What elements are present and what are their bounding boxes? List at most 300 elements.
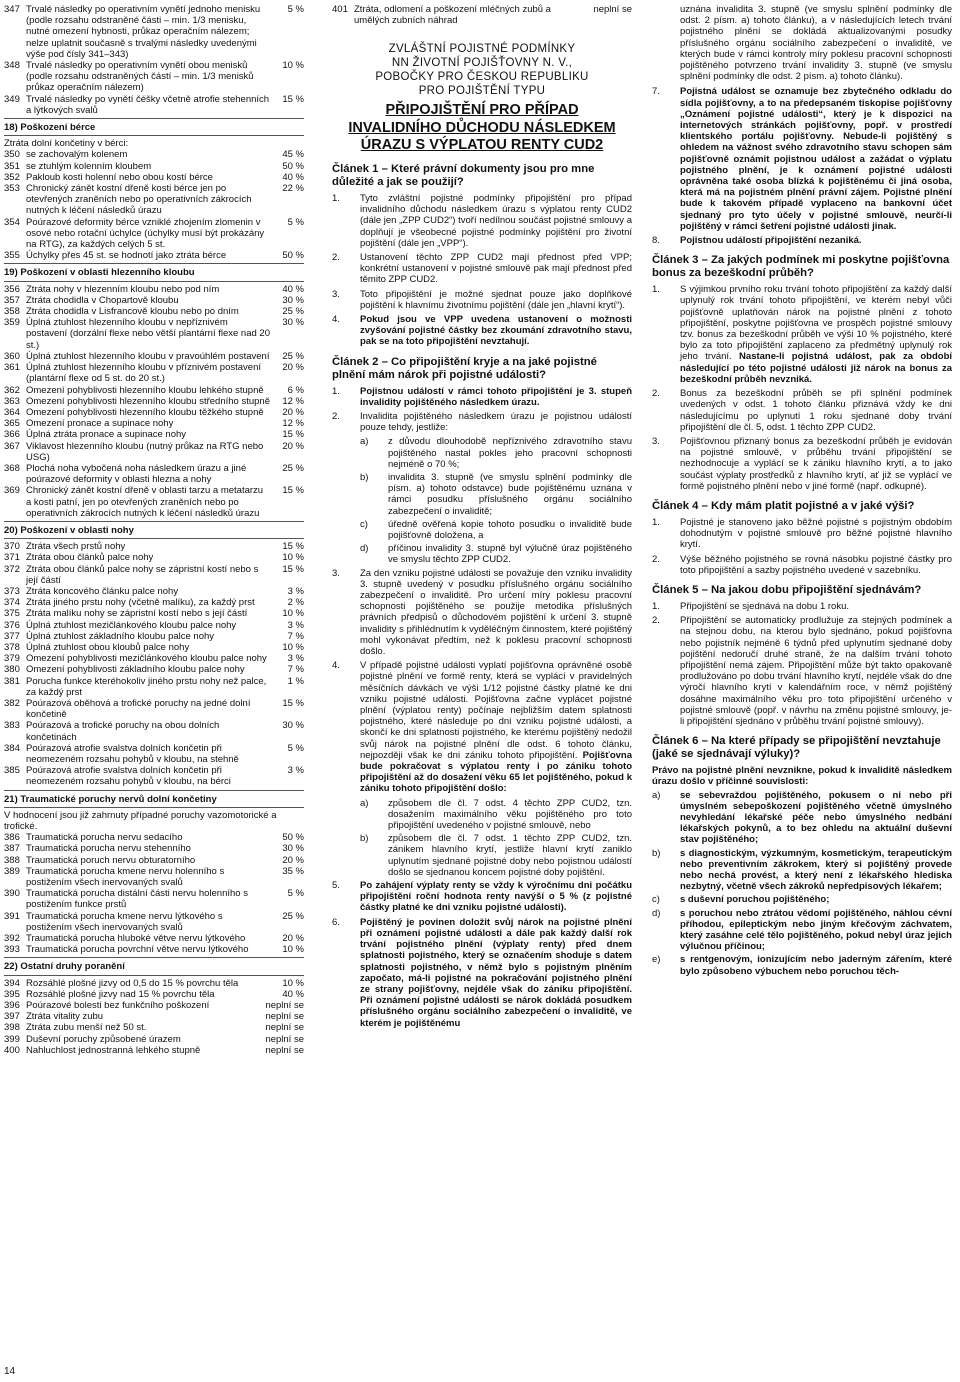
row-text: Traumatická porucha distální části nervu holenního s postižením funkce prstů xyxy=(26,888,248,911)
row-text: Trvalé následky po operativním vynětí jednoho menisku (podle rozsahu odstraněné části – min. 1/3 menisku, nutné omezení hybnosti, průkaz operačním nálezem; nelze uplatnit současně s trvalými následky uvedenými výše pod čísly 341–343) xyxy=(26,4,261,60)
row-text: Úplná ztuhlost základního kloubu palce nohy xyxy=(26,630,215,642)
item-marker: d) xyxy=(652,907,661,919)
list-item: 3. Pojišťovnou přiznaný bonus za bezeškodní průběh je evidován na pojistné smlouvě, v průběhu trvání připojištění se nezhodnocuje a vyplácí se k zániku hlavního krytí, a to jako součást výplaty prostředků z hlavního krytí, ať již se vyplácí ve formě pojistného plnění nebo v jiné formě (např. odkupné). xyxy=(652,435,952,492)
list-item xyxy=(332,193,632,249)
list-item xyxy=(332,314,632,348)
sub-item xyxy=(652,954,952,976)
table-row xyxy=(4,698,304,720)
title-line: PŘIPOJIŠTĚNÍ PRO PŘÍPAD xyxy=(385,102,579,119)
row-percent: 10 % xyxy=(282,552,304,564)
item-marker: c) xyxy=(360,518,368,530)
table-row xyxy=(4,855,304,866)
table-row xyxy=(4,888,304,910)
row-text: Ztráta chodidla v Chopartově kloubu xyxy=(26,294,179,306)
item-marker: 4. xyxy=(332,313,340,325)
table-row xyxy=(4,664,304,675)
item-text: způsobem dle čl. 7 odst. 1 těchto ZPP CUD2, tzn. zánikem hlavního krytí, jestliže hlavní krytí zaniklo uplynutím sjednané pojistné doby nebo pojistnou událostí došlo se sjednanou koncem pojistné doby pojištění. xyxy=(388,833,632,878)
row-number: 369 xyxy=(4,485,20,497)
sub-item xyxy=(360,436,632,470)
table-row xyxy=(4,743,304,765)
article-4-item-2: Výše běžného pojistného se rovná násobku pojistné částky pro toto připojištění a sazby pojistného uvedené v sazebníku. xyxy=(680,553,952,576)
row-number: 362 xyxy=(4,384,20,396)
row-percent: 20 % xyxy=(282,854,304,866)
table-row xyxy=(4,608,304,619)
row-text: Ztráta chodidla v Lisfrancově kloubu nebo po dním xyxy=(26,306,239,318)
row-number: 349 xyxy=(4,93,20,105)
heading-line: ZVLÁŠTNÍ POJISTNÉ PODMÍNKY xyxy=(388,43,576,56)
row-number: 390 xyxy=(4,888,20,900)
row-percent: 50 % xyxy=(282,832,304,844)
row-text: Traumatická porucha povrchní větve nervu lýtkového xyxy=(26,944,249,956)
row-percent: 1 % xyxy=(287,675,304,687)
item-marker: 3. xyxy=(332,288,340,300)
row-number: 385 xyxy=(4,765,20,777)
table-row xyxy=(4,306,304,317)
article-3-item-3: Pojišťovnou přiznaný bonus za bezeškodní průběh je evidován na pojistné smlouvě, v průběhu trvání připojištění se nezhodnocuje a vyplácí se k zániku hlavního krytí, a to jako součást výplaty prostředků z hlavního krytí, ať již se vyplácí ve formě pojistného plnění nebo v jiné formě (např. odkupné). xyxy=(680,435,952,492)
table-row xyxy=(4,1022,304,1033)
row-text: Poúrazové bolesti bez funkčního poškození xyxy=(26,1000,210,1012)
row-text: Ztráta koncového článku palce nohy xyxy=(26,585,179,597)
row-percent: 10 % xyxy=(282,944,304,956)
sub-item xyxy=(652,908,952,953)
row-text: Poúrazové deformity bérce vzniklé zhojením zlomenin v osové nebo rotační úchylce (úchylky musí být prokázány na RTG), za každých celých 5 st. xyxy=(26,216,265,251)
table-row xyxy=(4,385,304,396)
row-percent: 45 % xyxy=(282,149,304,161)
row-text: Chronický zánět kostní dřeně v oblasti tarzu a metatarzu a kosti patní, jen po otevřených zraněních nebo po operativních zákrocích nutných k léčení následků úrazu xyxy=(26,485,264,519)
sub-item xyxy=(652,894,952,905)
column-left xyxy=(4,4,304,1056)
article-2-item-1: Pojistnou událostí v rámci tohoto připojištění je 3. stupeň invalidity pojištěného následkem úrazu. xyxy=(360,385,632,408)
heading-line: POBOČKY PRO ČESKOU REPUBLIKU xyxy=(375,71,589,84)
sub-item xyxy=(652,848,952,893)
row-text: Traumatická porucha kmene nervu lýtkového s postižením všech inervovaných svalů xyxy=(26,910,223,933)
row-number: 363 xyxy=(4,395,20,407)
row-number: 360 xyxy=(4,350,20,362)
table-row xyxy=(4,295,304,306)
list-item: 1. S výjimkou prvního roku trvání tohoto připojištění za každý další uplynulý rok trvání tohoto připojištění, ve kterém nebyl vůči pojišťovně uplatňován nárok na pojistné plnění z tohoto připojištění, poskytne pojišťovna ve prospěch pojistné smlouvy tzv. bonus za bezeškodní průběh ve výši 10 % pojistného, které bylo za toto připojištění zaplaceno za předmětný uplynulý rok jeho trvání. Nastane-li pojistná událost, pak za období následující po této pojistné události již nárok na bonus za bezeškodní průběh nevzniká. xyxy=(652,284,953,385)
table-row xyxy=(4,541,304,552)
row-number: 392 xyxy=(4,933,20,945)
row-percent: 10 % xyxy=(282,977,304,989)
row-number: 380 xyxy=(4,664,20,676)
row-percent: 10 % xyxy=(282,60,304,72)
list-item: 4. V případě pojistné události vyplatí pojišťovna oprávněné osobě pojistné plnění ve formě renty, která se vyplácí v pravidelných měsíčních dávkách ve výši 1/12 pojistné částky platné ke dni vzniku pojistné události. Pojišťovna začne vyplácet pojistné plnění (výplatou renty) počínaje nejbližším datem splatnosti pojistného, které následuje po dni vzniku pojistné události, a skončí ke dni splatnosti pojistného, ke kterému pojištěný nedožil svůj nárok na pojistné plnění dle odst. 6 tohoto článku, nejpozději však ke dni zániku tohoto připojištění. Pojišťovna bude pokračovat s výplatou renty i po zániku tohoto připojištění až do dosažení věku 65 let pojištěného, pokud k zániku tohoto připojištění došlo: xyxy=(332,660,632,795)
row-percent: 30 % xyxy=(282,720,304,732)
table-rows-foot xyxy=(4,541,304,787)
row-number: 370 xyxy=(4,541,20,553)
row-number: 387 xyxy=(4,843,20,855)
article-2-item-7: Pojistná událost se oznamuje bez zbytečného odkladu do sídla pojišťovny, a to na předepsaném tiskopise pojišťovny „Oznámení pojistné události“, který je k dispozici na internetových stránkách pojišťovny, popř. v prostředí klientského portálu pojišťovny. Nebude-li pojištěný s ohledem na vážnost svého zdravotního stavu schopen sám pojišťovně oznámit pojistnou událost a zažádat o výplatu pojistného plnění, je k oznámení pojistné události oprávněna také osoba blízká k pojištěnému či jiná osoba, která má na pojistném plnění právní zájem. Pojistné plnění bude k takovém případě vyplaceno na bankovní účet sjednaný pro tyto účely v pojistné smlouvě, neurčí-li pojištěný v rámci šetření pojistné události jinak. xyxy=(680,86,952,232)
row-percent: 20 % xyxy=(282,406,304,418)
row-number: 367 xyxy=(4,440,20,452)
item-marker: e) xyxy=(652,954,661,966)
item-marker: 2. xyxy=(332,251,340,263)
row-text: Ztráta všech prstů nohy xyxy=(26,541,126,553)
table-row xyxy=(4,172,304,183)
row-number: 368 xyxy=(4,462,20,474)
row-text: Ztráta zubu menší než 50 st. xyxy=(26,1022,147,1034)
article-3-heading: Článek 3 – Za jakých podmínek mi poskytne pojišťovna bonus za bezeškodní průběh? xyxy=(652,254,950,280)
row-percent: 15 % xyxy=(282,541,304,553)
divider xyxy=(4,957,304,958)
article-3-item-1 xyxy=(680,284,952,385)
article-3-item-1-text: S výjimkou prvního roku trvání tohoto připojištění za každý další uplynulý rok trvání tohoto připojištění, ve kterém nebyl vůči pojišťovně uplatňován nárok na pojistné plnění z tohoto připojištění, poskytne pojišťovna ve prospěch pojistné smlouvy tzv. bonus za bezeškodní průběh ve výši 10 % pojistného, které bylo za toto připojištění zaplaceno za předmětný uplynulý rok jeho trvání. xyxy=(680,284,952,363)
item-text: Toto připojištění je možné sjednat pouze jako doplňkové pojištění k hlavnímu životnímu pojištění (dále jen „hlavní krytí“). xyxy=(360,288,632,311)
row-percent: 5 % xyxy=(287,742,304,754)
table-row xyxy=(4,1034,304,1045)
table-row xyxy=(4,485,304,519)
row-text: Ztráta vitality zubu xyxy=(26,1011,104,1023)
row-text: Úchylky přes 45 st. se hodnotí jako ztráta bérce xyxy=(26,250,227,262)
row-number: 354 xyxy=(4,216,20,228)
row-number: 386 xyxy=(4,832,20,844)
row-percent: 5 % xyxy=(287,888,304,900)
table-row xyxy=(4,429,304,440)
table-row xyxy=(4,597,304,608)
row-number: 378 xyxy=(4,641,20,653)
row-number: 377 xyxy=(4,630,20,642)
article-2-item-2: Invalidita pojištěného následkem úrazu je pojistnou událostí pouze tehdy, jestliže: xyxy=(360,410,632,434)
row-number: 383 xyxy=(4,720,20,732)
row-percent: 3 % xyxy=(287,765,304,777)
table-row xyxy=(4,407,304,418)
row-text: Rozsáhlé plošné jizvy od 0,5 do 15 % povrchu těla xyxy=(26,977,239,989)
list-item: 1. Připojištění se sjednává na dobu 1 roku. xyxy=(652,601,952,612)
row-percent: 2 % xyxy=(287,597,304,609)
table-row xyxy=(4,720,304,742)
table-row xyxy=(4,676,304,698)
list-item: 8. Pojistnou událostí připojištění nezaniká. xyxy=(652,235,952,246)
divider xyxy=(4,790,304,791)
table-row xyxy=(4,843,304,854)
table-row xyxy=(4,284,304,295)
article-4-item-1: Pojistné je stanoveno jako běžné pojistné s pojistným obdobím dohodnutým v pojistné smlouvě pro běžné pojistné hlavního krytí. xyxy=(680,516,952,551)
table-rows-shin xyxy=(4,149,304,261)
list-item: 3. Za den vzniku pojistné události se považuje den vzniku invalidity 3. stupně uvedený v posudku příslušného orgánu sociálního zabezpečení o invaliditě. Pro určení míry poklesu pracovní schopnosti pojištěného se použije metodika příslušných právních předpisů o důchodovém pojištění k určení 3. stupně invalidity s přihlédnutím k vyděléčným činnostem, které pojištěný mohl vykonávat předtím, než k poklesu pracovní schopnosti došlo. xyxy=(332,567,632,658)
heading-line: PRO POJIŠTĚNÍ TYPU xyxy=(418,85,546,98)
row-percent: 30 % xyxy=(282,294,304,306)
row-text: Poúrazová atrofie svalstva dolních končetin při neomezeném rozsahu pohybů v kloubu, na stehně xyxy=(26,742,239,765)
row-percent: neplní se xyxy=(265,1033,304,1045)
title-line: INVALIDNÍHO DŮCHODU NÁSLEDKEM xyxy=(348,119,616,136)
row-text: se zachovalým kolenem xyxy=(26,149,128,161)
row-number: 357 xyxy=(4,294,20,306)
table-row xyxy=(4,94,304,116)
divider xyxy=(4,135,304,136)
row-text: Omezení pronace a supinace nohy xyxy=(26,418,174,430)
item-text: z důvodu dlouhodobě nepříznivého zdravotního stavu pojištěného nastal pokles jeho pracovní schopnosti nejméně o 70 %; xyxy=(388,436,632,470)
list-item: 6. Pojištěný je povinen doložit svůj nárok na pojistné plnění při oznámení pojistné události a dále pak každý další rok trvání pojistného plnění (výplaty renty) před dnem splatnosti pojistného, který se označením shoduje s datem splatnosti pojistného, v němž bylo s pojistným plněním započato, má-li pojistné na pokračování pojistného plnění ze strany pojišťovny, nejdéle však do zániku připojištění. Při oznámení pojistné události se nárok dokládá posudkem příslušného orgánu sociálního zabezpečení o invaliditě, ve kterém je pojištěnému xyxy=(332,916,632,1029)
article-2-item-4-bold: Pojišťovna bude pokračovat s výplatou renty i po zániku tohoto připojištění až do dosažení věku 65 let pojištěného, pokud k zániku tohoto připojištění došlo: xyxy=(360,749,632,795)
row-percent: 30 % xyxy=(282,317,304,329)
row-percent: 25 % xyxy=(282,462,304,474)
article-1-heading: Článek 1 – Které právní dokumenty jsou pro mne důležité a jak se použijí? xyxy=(332,162,595,188)
article-3-item-2: Bonus za bezeškodní průběh se při splnění podmínek uvedených v odst. 1 tohoto článku přiznává vždy ke dni následujícímu po uplynutí 1 roku sjednané doby trvání připojištění dle čl. 5, odst. 1 těchto ZPP CUD2. xyxy=(680,388,952,433)
table-rows-ankle xyxy=(4,284,304,519)
article-2-item-3: Za den vzniku pojistné události se považuje den vzniku invalidity 3. stupně uvedený v posudku příslušného orgánu sociálního zabezpečení o invaliditě. Pro určení míry poklesu pracovní schopnosti pojištěného se použije metodika příslušných právních předpisů o důchodovém pojištění k určení 3. stupně invalidity s přihlédnutím k vyděléčným činnostem, které pojištěný mohl vykonávat předtím, než k poklesu pracovní schopnosti došlo. xyxy=(360,567,632,658)
list-item xyxy=(332,289,632,311)
article-4-heading: Článek 4 – Kdy mám platit pojistné a v jaké výši? xyxy=(652,499,915,512)
row-percent: 40 % xyxy=(282,171,304,183)
item-text: se sebevraždou pojištěného, pokusem o ni nebo při úmyslném sebepoškození pojištěného včetně úmyslného nevyhledání lékařské péče nebo úmyslného nedbání lékařských pokynů, a to bez ohledu na aktuální duševní stav pojištěného; xyxy=(680,789,952,846)
row-text: Poúrazová oběhová a trofické poruchy na jedné dolní končetině xyxy=(26,697,251,721)
row-text: Ztráta nohy v hlezenním kloubu nebo pod ním xyxy=(26,283,220,295)
row-text: Omezení pohyblivosti hlezenního kloubu lehkého stupně xyxy=(26,384,264,396)
row-number: 394 xyxy=(4,977,20,989)
row-number: 372 xyxy=(4,563,20,575)
row-percent: 12 % xyxy=(282,418,304,430)
row-number: 352 xyxy=(4,171,20,183)
row-percent: 20 % xyxy=(282,440,304,452)
item-text: s diagnostickým, výzkumným, kosmetickým, terapeutickým nebo preventivním zákrokem, který si pojištěný provede nebo nechá provést, a který není z lékařského hlediska nezbytný, včetně všech zákroků nepředpisových lékařem; xyxy=(680,847,952,893)
row-percent: 25 % xyxy=(282,306,304,318)
row-percent: 10 % xyxy=(282,608,304,620)
row-number: 398 xyxy=(4,1022,20,1034)
sub-item xyxy=(360,519,632,541)
item-text: Tyto zvláštní pojistné podmínky připojištění pro případ invalidního důchodu následkem úrazu s výplatou renty CUD2 (dále jen „ZPP CUD2“) tvoří nedílnou součást pojistné smlouvy a doplňují je všeobecné pojistné podmínky pojištění pro životní pojištění (dále jen „VPP“). xyxy=(360,192,632,249)
divider xyxy=(4,281,304,282)
column-right xyxy=(652,4,952,979)
row-number: 388 xyxy=(4,854,20,866)
row-number: 375 xyxy=(4,608,20,620)
document-title xyxy=(332,102,632,155)
row-percent: 3 % xyxy=(287,619,304,631)
row-percent: 40 % xyxy=(282,988,304,1000)
row-number: 399 xyxy=(4,1033,20,1045)
table-row xyxy=(4,1000,304,1011)
row-text: Nahluchlost jednostranná lehkého stupně xyxy=(26,1044,201,1056)
item-text: s poruchou nebo ztrátou vědomí pojištěného, náhlou cévní příhodou, epileptickým nebo jiným křečovým záchvatem, který zasáhne celé tělo pojištěného, pokud nebyl úraz jejich výlučnou příčinou; xyxy=(680,907,952,953)
row-percent: neplní se xyxy=(265,1044,304,1056)
row-text: Úplná ztuhlost hlezenního kloubu v pravoúhlém postavení xyxy=(26,350,270,362)
row-number: 384 xyxy=(4,742,20,754)
list-item: 2. Invalidita pojištěného následkem úrazu je pojistnou událostí pouze tehdy, jestliže: xyxy=(332,410,632,434)
article-2-item-4-text: V případě pojistné události vyplatí pojišťovna oprávněné osobě pojistné plnění ve formě renty, která se vyplácí v pravidelných měsíčních dávkách ve výši 1/12 pojistné částky platné ke dni vzniku pojistné události. Pojišťovna začne vyplácet pojistné plnění (výplatou renty) počínaje nejbližším datem splatnosti pojistného, které následuje po dni vzniku pojistné události, a skončí ke dni splatnosti pojistného, ke kterému pojištěný nedožil svůj nárok na pojistné plnění dle odst. 6 tohoto článku, nejpozději však ke dni zániku tohoto připojištění. xyxy=(360,660,632,761)
table-row xyxy=(4,149,304,160)
row-percent: 20 % xyxy=(282,933,304,945)
row-text: Ztráta jiného prstu nohy (včetně malíku), za každý prst xyxy=(26,597,255,609)
list-item: 2. Výše běžného pojistného se rovná násobku pojistné částky pro toto připojištění a sazby pojistného uvedené v sazebníku. xyxy=(652,553,952,576)
item-marker: a) xyxy=(360,797,369,809)
article-5-item-1: Připojištění se sjednává na dobu 1 roku. xyxy=(680,600,849,612)
page-number: 14 xyxy=(4,1366,16,1377)
row-text: Omezení pohyblivosti hlezenního kloubu těžkého stupně xyxy=(26,406,264,418)
row-text: Traumatická porucha hluboké větve nervu lýtkového xyxy=(26,933,246,945)
row-text: Úplná ztuhlost hlezenního kloubu v nepříznivém postavení (dorzální flexe nebo větší plantární flexe nad 20 st.) xyxy=(26,317,270,351)
row-number: 358 xyxy=(4,306,20,318)
row-number: 389 xyxy=(4,865,20,877)
section-heading-19: 19) Poškození v oblasti hlezenního kloubu xyxy=(4,267,195,279)
table-row xyxy=(4,250,304,261)
column-middle xyxy=(332,4,632,1032)
row-number: 393 xyxy=(4,944,20,956)
sub-item xyxy=(360,543,632,565)
row-percent: 25 % xyxy=(282,910,304,922)
article-2-heading: Článek 2 – Co připojištění kryje a na jaké pojistné plnění mám nárok při pojistné události? xyxy=(332,355,597,381)
row-percent: 25 % xyxy=(282,350,304,362)
row-number: 395 xyxy=(4,988,20,1000)
table-rows-nerves xyxy=(4,832,304,955)
item-text: Ustanovení těchto ZPP CUD2 mají přednost před VPP; konkrétní ustanovení v pojistné smlouvě pak mají přednost před těmito ZPP CUD2. xyxy=(360,251,632,286)
table-row xyxy=(4,418,304,429)
row-percent: 20 % xyxy=(282,362,304,374)
article-1-items xyxy=(332,193,632,348)
divider xyxy=(4,521,304,522)
row-percent: 10 % xyxy=(282,641,304,653)
row-percent: 15 % xyxy=(282,485,304,497)
item-marker: d) xyxy=(360,543,369,555)
item-text: Pokud jsou ve VPP uvedena ustanovení o možnosti zvyšování pojistné částky bez zkoumání zdravotního stavu, pak se na toto připojištění nevztahují. xyxy=(360,313,632,348)
article-6-exclusions xyxy=(652,790,952,977)
table-row xyxy=(4,4,304,60)
table-row xyxy=(4,1011,304,1022)
row-percent: 15 % xyxy=(282,563,304,575)
table-row-401 xyxy=(332,4,632,26)
row-percent: 3 % xyxy=(287,585,304,597)
row-number: 376 xyxy=(4,619,20,631)
row-number: 348 xyxy=(4,60,20,72)
table-row xyxy=(4,441,304,463)
row-text: Plochá noha vybočená noha následkem úrazu a jiné poúrazové deformity v oblasti hlezna a nohy xyxy=(26,462,247,486)
row-percent: neplní se xyxy=(593,4,632,15)
heading-line: NN ŽIVOTNÍ POJIŠŤOVNY N. V., xyxy=(391,57,573,70)
table-row xyxy=(4,396,304,407)
row-text: Viklavost hlezenního kloubu (nutný průkaz na RTG nebo USG) xyxy=(26,440,264,463)
article-2-item-2-subs xyxy=(332,436,632,565)
table-row xyxy=(4,351,304,362)
row-percent: 3 % xyxy=(287,653,304,665)
row-text: Trvalé následky po operativním vynětí obou menisků (podle rozsahu odstraněných částí – min. 1/3 menisků průkaz operačním nálezem) xyxy=(26,60,254,94)
table-row xyxy=(4,653,304,664)
row-number: 397 xyxy=(4,1011,20,1023)
row-percent: 5 % xyxy=(287,216,304,228)
list-item: 1. Pojistnou událostí v rámci tohoto připojištění je 3. stupeň invalidity pojištěného následkem úrazu. xyxy=(332,385,632,408)
row-number: 353 xyxy=(4,183,20,195)
item-marker: b) xyxy=(360,833,369,845)
item-text: s rentgenovým, ionizujícím nebo jaderným zářením, které bylo způsobeno výbuchem nebo poruchou těch- xyxy=(680,954,952,977)
row-text: Ztráta obou článků palce nohy xyxy=(26,552,154,564)
divider xyxy=(4,807,304,808)
row-number: 391 xyxy=(4,910,20,922)
item-text: způsobem dle čl. 7 odst. 4 těchto ZPP CUD2, tzn. dosažením maximálního věku pojištěného pro toto připojištění uvedeného v pojistné smlouvě, nebo xyxy=(388,797,632,832)
divider xyxy=(4,263,304,264)
section-subheading-21: V hodnocení jsou již zahrnuty případné poruchy vazomotorické a trofické. xyxy=(4,809,277,833)
item-text: invalidita 3. stupně (ve smyslu splnění podmínky dle písm. a) tohoto odstavce) bude pojištěnému uznána v rámci posudku příslušného orgánu sociálního zabezpečení o invaliditě; xyxy=(388,471,632,517)
article-5-heading: Článek 5 – Na jakou dobu připojištění sjednávám? xyxy=(652,583,922,596)
table-row xyxy=(4,642,304,653)
item-marker: 1. xyxy=(332,192,340,204)
row-percent: 15 % xyxy=(282,93,304,105)
row-number: 382 xyxy=(4,697,20,709)
row-text: Omezení pohyblivosti hlezenního kloubu středního stupně xyxy=(26,395,270,407)
table-row xyxy=(4,564,304,586)
row-number: 351 xyxy=(4,160,20,172)
row-number: 379 xyxy=(4,653,20,665)
row-text: Poúrazová atrofie svalstva dolních končetin při neomezeném rozsahu pohybů v kloubu, na bérci xyxy=(26,765,231,788)
list-item: 2. Bonus za bezeškodní průběh se při splnění podmínek uvedených v odst. 1 tohoto článku přiznává vždy ke dni následujícímu po uplynutí 1 roku sjednané doby trvání připojištění dle čl. 5, odst. 1 těchto ZPP CUD2. xyxy=(652,388,952,433)
row-text: Úplná ztuhlost mezičlánkového kloubu palce nohy xyxy=(26,619,237,631)
title-line: ÚRAZU S VÝPLATOU RENTY CUD2 xyxy=(360,137,604,154)
row-number: 361 xyxy=(4,362,20,374)
row-percent: neplní se xyxy=(265,1000,304,1012)
row-number: 366 xyxy=(4,429,20,441)
table-row xyxy=(4,832,304,843)
row-number: 373 xyxy=(4,585,20,597)
row-text: se ztuhlým kolenním kloubem xyxy=(26,160,152,172)
table-row xyxy=(4,620,304,631)
table-row xyxy=(4,631,304,642)
sub-item xyxy=(652,790,952,846)
item-marker: a) xyxy=(360,436,369,448)
row-text: Poúrazová a trofické poruchy na obou dolních končetinách xyxy=(26,720,220,743)
section-heading-18: 18) Poškození bérce xyxy=(4,122,96,134)
row-number: 350 xyxy=(4,149,20,161)
list-item: 5. Po zahájení výplaty renty se vždy k výročnímu dni počátku připojištění roční hodnota renty navýší o 5 % (z pojistné částky platné ke dni vzniku pojistné události). xyxy=(332,880,632,914)
row-text: Ztráta obou článků palce nohy se zápristní kostí nebo s její částí xyxy=(26,563,259,586)
row-number: 347 xyxy=(4,4,20,15)
row-percent: 6 % xyxy=(287,384,304,396)
list-item xyxy=(332,252,632,286)
row-percent: 12 % xyxy=(282,395,304,407)
row-text: Omezení pohyblivosti mezičlánkového kloubu palce nohy xyxy=(26,653,267,665)
row-number: 396 xyxy=(4,1000,20,1012)
article-2-item-5: Po zahájení výplaty renty se vždy k výročnímu dni počátku připojištění roční hodnota renty navýší o 5 % (z pojistné částky platné ke dni vzniku pojistné události). xyxy=(360,880,632,914)
article-2-item-4 xyxy=(360,660,632,794)
row-text: Úplná ztuhlost obou kloubů palce nohy xyxy=(26,641,190,653)
row-text: Trvalé následky po vynětí čéšky včetně atrofie stehenních a lýtkových svalů xyxy=(26,93,270,116)
table-row xyxy=(4,978,304,989)
row-number: 364 xyxy=(4,406,20,418)
sub-item xyxy=(360,833,632,878)
table-row xyxy=(4,944,304,955)
sub-item xyxy=(360,472,632,517)
document-heading xyxy=(332,42,632,98)
table-row xyxy=(4,60,304,94)
row-percent: neplní se xyxy=(265,1022,304,1034)
list-item: 7. Pojistná událost se oznamuje bez zbytečného odkladu do sídla pojišťovny, a to na předepsaném tiskopise pojišťovny „Oznámení pojistné události“, který je k dispozici na internetových stránkách pojišťovny, popř. v prostředí klientského portálu pojišťovny. Nebude-li pojištěný s ohledem na vážnost svého zdravotního stavu schopen sám pojišťovně oznámit pojistnou událost a zažádat o výplatu pojistného plnění, je k oznámení pojistné události oprávněna také osoba blízká k pojištěnému či jiná osoba, která má na pojistném plnění právní zájem. Pojistné plnění bude k takovém případě vyplaceno na bankovní účet sjednaný pro tyto účely v pojistné smlouvě, neurčí-li pojištěný v rámci šetření pojistné události jinak. xyxy=(652,86,952,232)
row-percent: neplní se xyxy=(265,1011,304,1023)
row-percent: 35 % xyxy=(282,865,304,877)
item-text: příčinou invalidity 3. stupně byl výlučně úraz pojištěného ve smyslu těchto ZPP CUD2. xyxy=(388,543,632,566)
article-5-item-2: Připojištění se automaticky prodlužuje za stejných podmínek a na stejnou dobu, na kterou bylo sjednáno, pokud pojišťovna nebo pojistník nejméně 6 týdnů před uplynutím sjednané doby pojištění nedoručí druhé straně, že na dalším trvání tohoto připojištění nemá zájem. Připojištění může být takto opakovaně prodlužováno po dobu trvání hlavního krytí, nejdéle však do dne výročí hlavního krytí v kalendářním roce, v němž pojištěný dosáhne maximálního věku pro toto připojištění určeného v pojistné smlouvě (popř. v návrhu na změnu pojistné smlouvy, je-li připojištění sjednáno v průběhu trvání pojistné smlouvy). xyxy=(680,615,952,727)
table-row xyxy=(4,362,304,384)
continued-text: uznána invalidita 3. stupně (ve smyslu splnění podmínky dle odst. 2 písm. a) tohoto článku), a v následujících letech trvání pojistného plnění se dokládá aktualizovanými posudky příslušného orgánu sociálního zabezpečení o invaliditě, ve kterých bude v rámci kontroly míry poklesu pracovní schopnosti pojištěného potvrzeno trvání invalidity 3. stupně (ve smyslu splnění podmínky dle odst. 2 písm. a) tohoto článku). xyxy=(680,4,952,83)
row-text: Ztráta malíku nohy se zápristní kostí nebo s její částí xyxy=(26,608,248,620)
table-row xyxy=(4,317,304,351)
row-number: 400 xyxy=(4,1044,20,1056)
article-2-item-8: Pojistnou událostí připojištění nezaniká. xyxy=(680,235,862,247)
row-number: 401 xyxy=(332,4,348,15)
row-text: Traumatická porucha nervu sedacího xyxy=(26,832,183,844)
row-text: Omezení pohyblivosti základního kloubu palce nohy xyxy=(26,664,245,676)
item-marker: b) xyxy=(360,471,369,483)
item-marker: a) xyxy=(652,789,661,801)
section-subheading-18: Ztráta dolní končetiny v bérci: xyxy=(4,138,129,150)
table-row xyxy=(4,933,304,944)
row-percent: 50 % xyxy=(282,250,304,262)
article-6-intro: Právo na pojistné plnění nevznikne, pokud k invaliditě následkem úrazu došlo v příčinné souvislosti: xyxy=(652,765,952,788)
item-text: úředně ověřená kopie tohoto posudku o invaliditě bude pojišťovně doložena, a xyxy=(388,518,632,541)
row-percent: 50 % xyxy=(282,160,304,172)
table-row xyxy=(4,586,304,597)
table-row xyxy=(4,161,304,172)
table-row xyxy=(4,765,304,787)
table-row xyxy=(4,866,304,888)
table-row xyxy=(4,552,304,563)
row-text: Úplná ztuhlost hlezenního kloubu v příznivém postavení (plantární flexe od 5 st. do 20 st.) xyxy=(26,362,261,385)
row-text: Traumatická porucha kmene nervu holenního s postižením všech inervovaných svalů xyxy=(26,865,225,889)
list-item: 2. Připojištění se automaticky prodlužuje za stejných podmínek a na stejnou dobu, na kterou bylo sjednáno, pokud pojišťovna nebo pojistník nejméně 6 týdnů před uplynutím sjednané doby pojištění nedoručí druhé straně, že na dalším trvání tohoto připojištění nemá zájem. Připojištění může být takto opakovaně prodlužováno po dobu trvání hlavního krytí, nejdéle však do dne výročí hlavního krytí v kalendářním roce, v němž pojištěný dosáhne maximálního věku pro toto připojištění určeného v pojistné smlouvě (popř. v návrhu na změnu pojistné smlouvy, je-li připojištění sjednáno v průběhu trvání pojistné smlouvy). xyxy=(652,615,952,727)
